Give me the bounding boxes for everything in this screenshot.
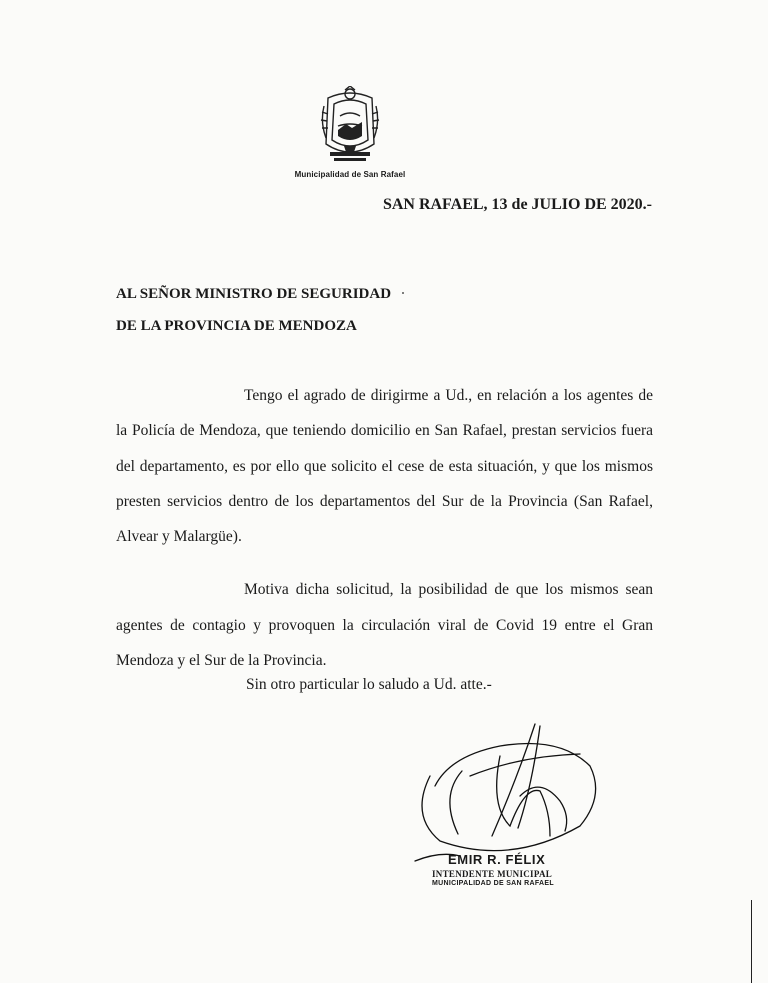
signatory-organization: MUNICIPALIDAD DE SAN RAFAEL — [432, 880, 554, 887]
stray-mark — [402, 292, 404, 294]
body-paragraph-2: Motiva dicha solicitud, la posibilidad de que los mismos sean agentes de contagio y provoquen la circulación viral de Covid 19 entre el Gran Mendoza y el Sur de la Provincia. — [116, 581, 653, 670]
closing-line: Sin otro particular lo saludo a Ud. atte.- — [246, 676, 492, 693]
coat-of-arms-icon — [318, 86, 382, 168]
recipient-line-1: AL SEÑOR MINISTRO DE SEGURIDAD — [116, 286, 392, 302]
date-line: SAN RAFAEL, 13 de JULIO DE 2020.- — [382, 196, 652, 213]
municipality-caption: Municipalidad de San Rafael — [294, 170, 406, 179]
recipient-line-2: DE LA PROVINCIA DE MENDOZA — [116, 318, 357, 334]
signature-block — [432, 852, 612, 887]
signatory-title: INTENDENTE MUNICIPAL — [432, 869, 553, 879]
body-paragraph-1: Tengo el agrado de dirigirme a Ud., en relación a los agentes de la Policía de Mendoza, que teniendo domicilio en San Rafael, prestan servicios fuera del departamento, es por ello que solicito el cese de esta situación, y que los mismos presten servicios dentro de los departamentos del Sur de la Provincia (San Rafael, Alvear y Malargüe). — [116, 387, 653, 546]
signatory-name: EMIR R. FÉLIX — [448, 852, 546, 867]
scan-edge-line — [751, 900, 752, 983]
letter-body — [116, 378, 653, 678]
handwritten-signature — [400, 716, 610, 866]
